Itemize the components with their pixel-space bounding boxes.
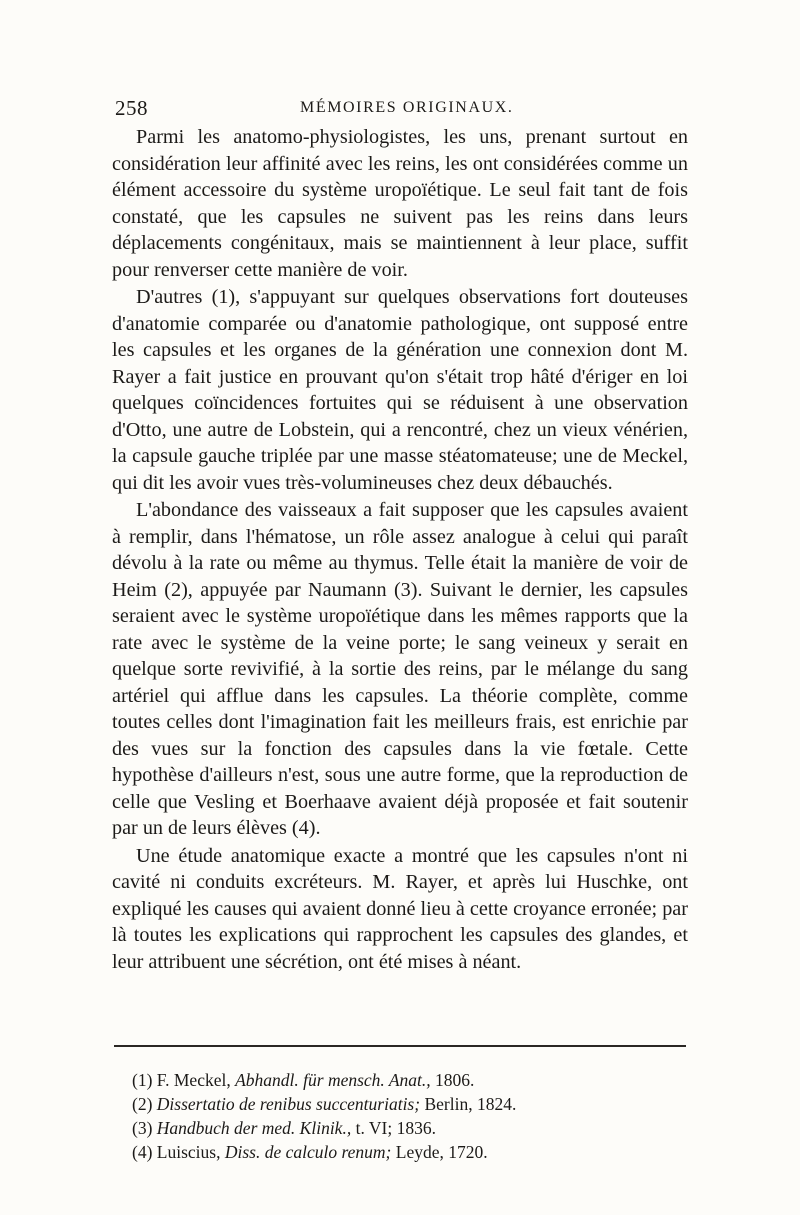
footnote <box>132 1140 672 1164</box>
footnotes <box>132 1068 672 1164</box>
footnote <box>132 1068 672 1092</box>
footnote-number: (2) <box>132 1094 153 1114</box>
footnote <box>132 1092 672 1116</box>
footnote <box>132 1116 672 1140</box>
footnote-details: Leyde, 1720. <box>395 1142 488 1162</box>
running-title: MÉMOIRES ORIGINAUX. <box>300 99 514 116</box>
footnote-details: t. VI; 1836. <box>355 1118 436 1138</box>
footnote-title: Abhandl. für mensch. Anat., <box>235 1070 431 1090</box>
footnote-title: Diss. de calculo renum; <box>224 1142 392 1162</box>
footnote-divider <box>114 1045 686 1047</box>
paragraph: Une étude anatomique exacte a montré que les capsules n'ont ni cavité ni conduits excréteurs. M. Rayer, et après lui Huschke, ont expliqué les causes qui avaient donné lieu à cette croyance erronée; par là toutes les explications qui rapprochent les capsules des glandes, et leur attribuent une sécrétion, ont été mises à néant. <box>112 844 688 973</box>
footnote-details: Berlin, 1824. <box>424 1094 517 1114</box>
footnote-number: (1) <box>132 1070 153 1090</box>
paragraph: Parmi les anatomo-physiologistes, les uns, prenant surtout en considération leur affinité avec les reins, les ont considérées comme un élément accessoire du système uropoïétique. Le seul fait tant de fois constaté, que les capsules ne suivent pas les reins dans leurs déplacements congénitaux, mais se maintiennent à leur place, suffit pour renverser cette manière de voir. <box>112 126 688 281</box>
footnote-title: Handbuch der med. Klinik., <box>156 1118 352 1138</box>
page-number: 258 <box>115 96 148 120</box>
footnote-title: Dissertatio de renibus succenturiatis; <box>156 1094 421 1114</box>
footnote-number: (3) <box>132 1118 153 1138</box>
footnote-details: 1806. <box>435 1070 475 1090</box>
paragraph: L'abondance des vaisseaux a fait supposer que les capsules avaient à remplir, dans l'hématose, un rôle assez analogue à celui qui paraît dévolu à la rate ou même au thymus. Telle était la manière de voir de Heim (2), appuyée par Naumann (3). Suivant le dernier, les capsules seraient avec le système uropoïétique dans les mêmes rapports que la rate avec le système de la veine porte; le sang veineux y serait en quelque sorte revivifié, à la sortie des reins, par le mélange du sang artériel qui afflue dans les capsules. La théorie complète, comme toutes celles dont l'imagination fait les meilleurs frais, est enrichie par des vues sur la fonction des capsules dans la vie fœtale. Cette hypothèse d'ailleurs n'est, sous une autre forme, que la reproduction de celle que Vesling et Boerhaave avaient déjà proposée et fait soutenir par un de leurs élèves (4). <box>112 499 688 839</box>
body-text <box>112 124 688 975</box>
paragraph: D'autres (1), s'appuyant sur quelques observations fort douteuses d'anatomie comparée ou d'anatomie pathologique, ont supposé entre les capsules et les organes de la génération une connexion dont M. Rayer a fait justice en prouvant qu'on s'était trop hâté d'ériger en loi quelques coïncidences fortuites qui se réduisent à une observation d'Otto, une autre de Lobstein, qui a rencontré, chez un vieux vénérien, la capsule gauche triplée par une masse stéatomateuse; une de Meckel, qui dit les avoir vues très-volumineuses chez deux débauchés. <box>112 286 688 494</box>
footnote-number: (4) <box>132 1142 153 1162</box>
page-header <box>115 96 685 122</box>
footnote-author: F. Meckel, <box>156 1070 231 1090</box>
footnote-author: Luiscius, <box>156 1142 221 1162</box>
